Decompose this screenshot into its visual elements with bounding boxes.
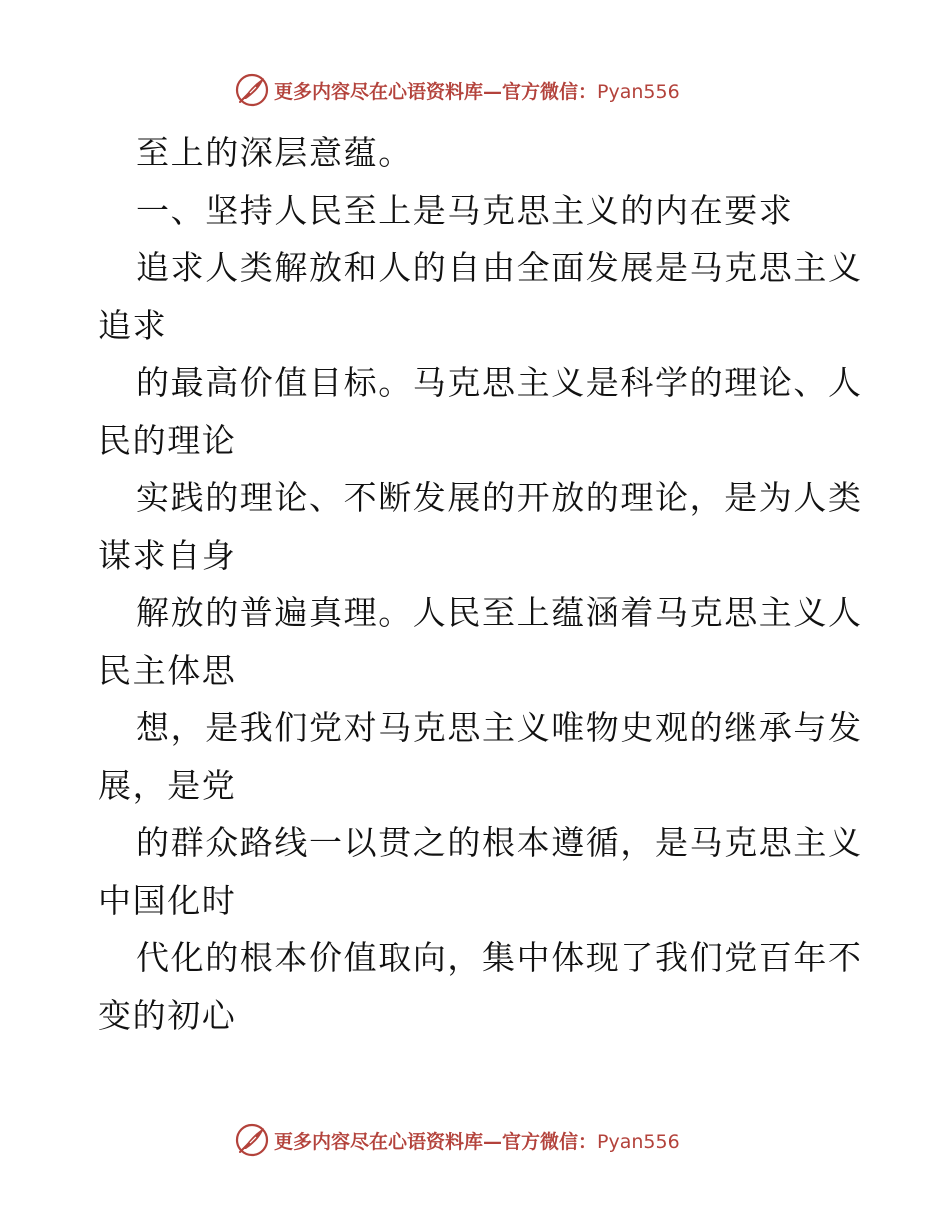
text-line: 实践的理论、不断发展的开放的理论，是为人类 xyxy=(136,478,863,517)
watermark-label: 官方微信： xyxy=(502,80,598,103)
watermark-text xyxy=(274,1127,680,1154)
text-line: 想，是我们党对马克思主义唯物史观的继承与发 xyxy=(136,708,863,747)
text-line: 一、坚持人民至上是马克思主义的内在要求 xyxy=(136,190,794,230)
text-line: 的群众路线一以贯之的根本遵循，是马克思主义 xyxy=(136,823,863,862)
feather-pen-logo-icon xyxy=(234,72,270,108)
text-line: 解放的普遍真理。人民至上蕴涵着马克思主义人 xyxy=(136,593,863,632)
watermark-separator: — xyxy=(483,80,503,103)
watermark-text xyxy=(274,77,680,104)
text-line: 民的理论 xyxy=(98,420,237,460)
footer-watermark xyxy=(234,1120,754,1160)
text-line: 中国化时 xyxy=(98,880,237,920)
watermark-brand: 更多内容尽在心语资料库 xyxy=(274,1130,484,1153)
watermark-account: Pyan556 xyxy=(597,80,680,103)
watermark-brand: 更多内容尽在心语资料库 xyxy=(274,80,484,103)
text-line: 变的初心 xyxy=(98,995,237,1035)
document-body xyxy=(98,124,863,1044)
text-line: 展，是党 xyxy=(98,765,237,805)
text-line: 追求 xyxy=(98,305,168,345)
text-line: 代化的根本价值取向，集中体现了我们党百年不 xyxy=(136,938,863,977)
header-watermark xyxy=(234,70,754,110)
text-line: 的最高价值目标。马克思主义是科学的理论、人 xyxy=(136,363,863,402)
watermark-account: Pyan556 xyxy=(597,1130,680,1153)
text-line: 追求人类解放和人的自由全面发展是马克思主义 xyxy=(136,248,863,287)
feather-pen-logo-icon xyxy=(234,1122,270,1158)
text-line: 民主体思 xyxy=(98,650,237,690)
watermark-separator: — xyxy=(483,1130,503,1153)
watermark-label: 官方微信： xyxy=(502,1130,598,1153)
text-line: 谋求自身 xyxy=(98,535,237,575)
text-line: 至上的深层意蕴。 xyxy=(136,133,413,172)
